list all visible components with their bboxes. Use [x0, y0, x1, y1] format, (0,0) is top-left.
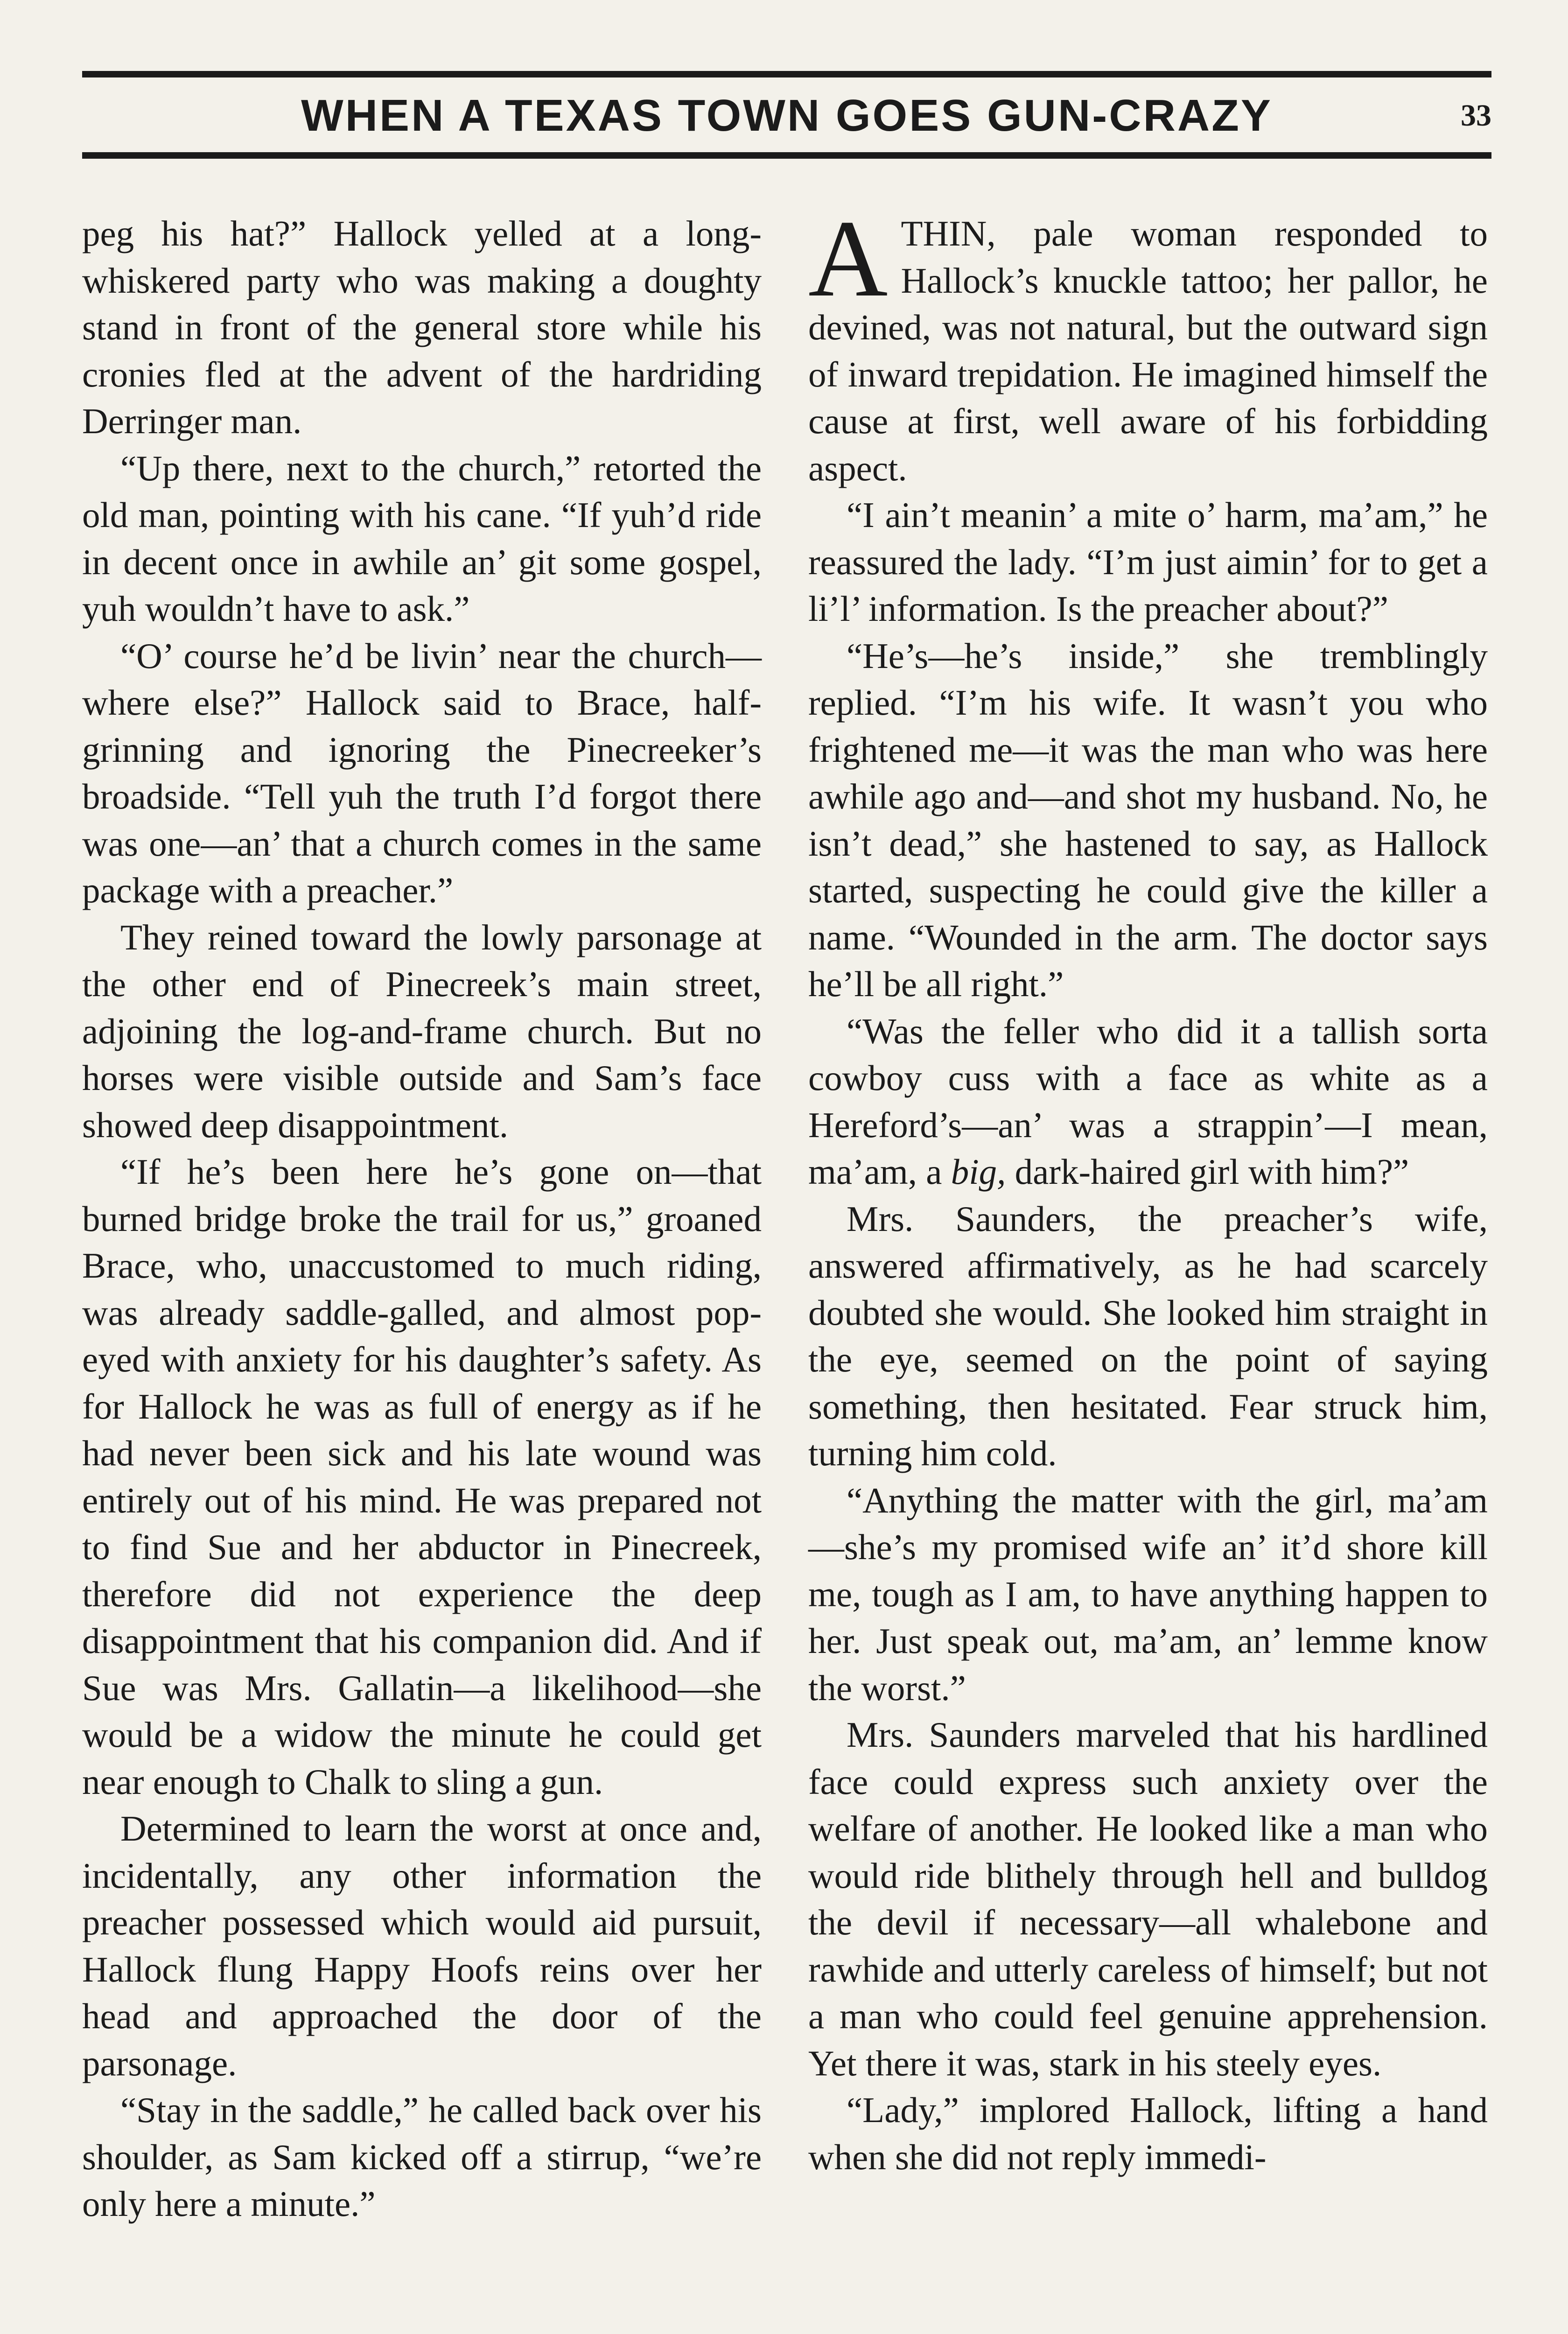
paragraph-text: “Was the feller who did it a tallish sorta cowboy cuss with a face as white as a Hereford’s—an’ was a strappin’—I mean, ma’am, a — [808, 1011, 1488, 1192]
paragraph: “He’s—he’s inside,” she tremblingly replied. “I’m his wife. It wasn’t you who frightened me—it was the man who was here awhile ago and—and shot my husband. No, he isn’t dead,” she hastened to say, as Hallock started, suspecting he could give the killer a name. “Wounded in the arm. The doctor says he’ll be all right.” — [808, 635, 1488, 1004]
paragraph: “Stay in the saddle,” he called back over his shoulder, as Sam kicked off a stirrup, “we’re only here a minute.” — [82, 2090, 762, 2224]
paragraph-text: dark-haired girl with him?” — [1006, 1152, 1409, 1192]
paragraph: Mrs. Saunders, the preacher’s wife, answered affirmatively, as he had scarcely doubted she would. She looked him straight in the eye, seemed on the point of saying something, then hesitated. Fear struck him, turning him cold. — [808, 1198, 1488, 1473]
drop-cap: A — [808, 198, 888, 320]
header-rule-top — [82, 71, 1491, 77]
header-rule-bottom — [82, 152, 1491, 159]
right-column — [808, 198, 1488, 2180]
paragraph: “Anything the matter with the girl, ma’am—she’s my promised wife an’ it’d shore kill me, tough as I am, to have anything happen to her. Just speak out, ma’am, an’ lemme know the worst.” — [808, 1480, 1488, 1708]
paragraph: Mrs. Saunders marveled that his hardlined face could express such anxiety over the welfare of another. He looked like a man who would ride blithely through hell and bulldog the devil if necessary—all whalebone and rawhide and utterly careless of himself; but not a man who could feel genuine apprehension. Yet there it was, stark in his steely eyes. — [808, 1715, 1488, 2083]
running-title: WHEN A TEXAS TOWN GOES GUN-CRAZY — [301, 91, 1273, 141]
paragraph: They reined toward the lowly parsonage at the other end of Pinecreek’s main street, adjoining the log-and-frame church. But no horses were visible outside and Sam’s face showed deep disappointment. — [82, 917, 762, 1145]
paragraph: “I ain’t meanin’ a mite o’ harm, ma’am,” he reassured the lady. “I’m just aimin’ for to get a li’l’ information. Is the preacher about?” — [808, 495, 1488, 629]
opening-paragraph-text: THIN, pale woman responded to Hallock’s knuckle tattoo; her pallor, he devined, was not natural, but the outward sign of inward trepidation. He imagined himself the cause at first, well aware of his forbidding aspect. — [808, 213, 1488, 488]
paragraph: “If he’s been here he’s gone on—that burned bridge broke the trail for us,” groaned Brace, who, unaccustomed to much riding, was already saddle-galled, and almost pop-eyed with anxiety for his daughter’s safety. As for Hallock he was as full of energy as if he had never been sick and his late wound was entirely out of his mind. He was prepared not to find Sue and her abductor in Pinecreek, therefore did not experience the deep disappointment that his companion did. And if Sue was Mrs. Gallatin—a likelihood—she would be a widow the minute he could get near enough to Chalk to sling a gun. — [82, 1152, 762, 1802]
emphasis-text: big, — [951, 1152, 1006, 1192]
paragraph: “O’ course he’d be livin’ near the church—where else?” Hallock said to Brace, half-grinning and ignoring the Pinecreeker’s broadside. “Tell yuh the truth I’d forgot there was one—an’ that a church comes in the same package with a preacher.” — [82, 635, 762, 910]
paragraph: “Lady,” implored Hallock, lifting a hand when she did not reply immedi- — [808, 2090, 1488, 2177]
page-number: 33 — [1461, 98, 1491, 133]
running-head — [82, 84, 1491, 148]
paragraph: “Up there, next to the church,” retorted the old man, pointing with his cane. “If yuh’d ride in decent once in awhile an’ git some gospel, yuh wouldn’t have to ask.” — [82, 448, 762, 629]
paragraph: Determined to learn the worst at once and, incidentally, any other information the preacher possessed which would aid pursuit, Hallock flung Happy Hoofs reins over her head and approached the door of the parsonage. — [82, 1808, 762, 2083]
left-column — [82, 210, 762, 2228]
paragraph-feller — [808, 1008, 1488, 1195]
paragraph: peg his hat?” Hallock yelled at a long-whiskered party who was making a doughty stand in front of the general store while his cronies fled at the advent of the hardriding Derringer man. — [82, 213, 762, 441]
opening-paragraph — [808, 198, 1488, 492]
